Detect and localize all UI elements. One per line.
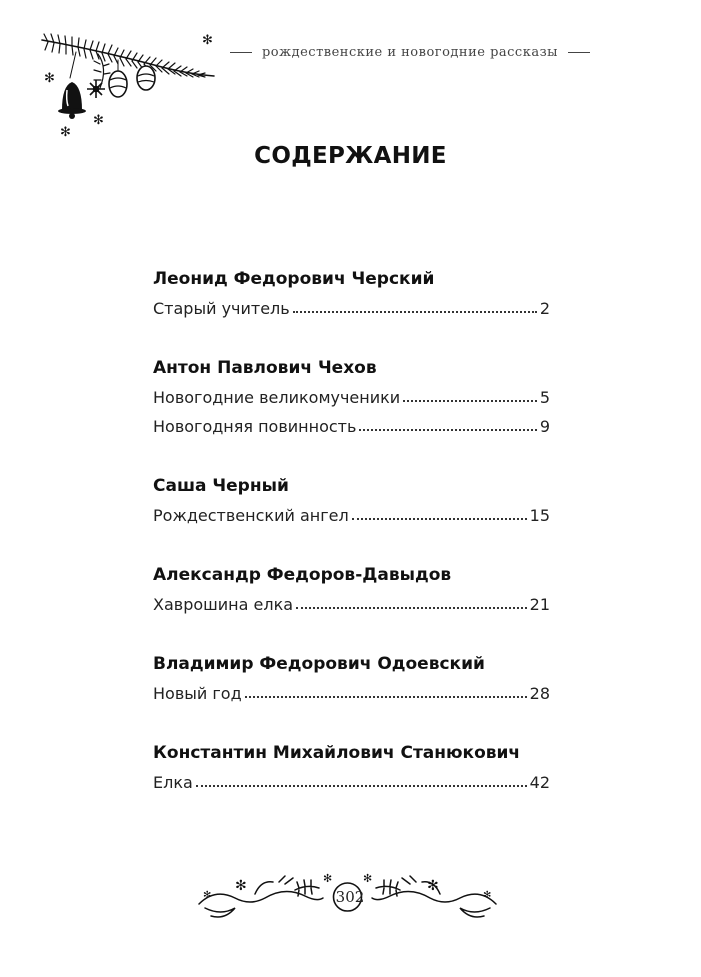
- toc-author: Константин Михайлович Станюкович: [153, 743, 521, 763]
- running-head-rule-left: [230, 52, 252, 53]
- toc-entry-page: 9: [539, 417, 550, 436]
- toc-entry-title: Рождественский ангел: [153, 506, 349, 525]
- toc-section: [153, 471, 550, 530]
- toc-entry[interactable]: [153, 679, 550, 708]
- page-number: 302: [335, 888, 365, 906]
- snowflake-icon: ✻: [203, 890, 212, 901]
- running-head-title: рождественские и новогодние рассказы: [261, 44, 559, 60]
- toc-section: [153, 738, 550, 797]
- toc-entry[interactable]: [153, 383, 550, 412]
- toc-author: Леонид Федорович Черский: [153, 269, 435, 289]
- dot-leader: [196, 784, 527, 787]
- ornament-icon: [137, 66, 155, 90]
- toc-entry[interactable]: [153, 590, 550, 619]
- toc-entry-title: Новый год: [153, 684, 242, 703]
- dot-leader: [403, 399, 537, 402]
- dot-leader: [293, 310, 537, 313]
- snowflake-icon: ✻: [60, 125, 71, 140]
- dot-leader: [245, 695, 527, 698]
- ornament-icon: [109, 71, 127, 97]
- toc-entry-page: 28: [529, 684, 550, 703]
- toc-entry[interactable]: [153, 294, 550, 323]
- toc-entry-page: 2: [539, 299, 550, 318]
- snowflake-icon: ✻: [483, 890, 492, 901]
- table-of-contents: [153, 264, 550, 827]
- toc-entry-page: 5: [539, 388, 550, 407]
- toc-author: Александр Федоров-Давыдов: [153, 565, 452, 585]
- toc-section: [153, 560, 550, 619]
- toc-entry-title: Старый учитель: [153, 299, 290, 318]
- dot-leader: [352, 517, 527, 520]
- toc-entry[interactable]: [153, 768, 550, 797]
- snowflake-icon: ✻: [202, 33, 213, 48]
- snowflake-icon: ✻: [427, 878, 439, 894]
- toc-author: Антон Павлович Чехов: [153, 358, 377, 378]
- toc-author: Саша Черный: [153, 476, 289, 496]
- toc-entry-page: 15: [529, 506, 550, 525]
- toc-section: [153, 649, 550, 708]
- snowflake-icon: ✻: [44, 71, 55, 86]
- fir-branch-bell-ornament: [38, 18, 218, 148]
- toc-entry-title: Хаврошина елка: [153, 595, 294, 614]
- toc-entry-title: Елка: [153, 773, 193, 792]
- running-head-rule-right: [568, 52, 590, 53]
- bell-icon: [58, 82, 86, 119]
- toc-entry-title: Новогодняя повинность: [153, 417, 357, 436]
- snowflake-icon: ✻: [323, 872, 333, 885]
- running-head: [230, 40, 590, 64]
- snowflake-icon: ✻: [93, 113, 104, 128]
- toc-entry-page: 42: [529, 773, 550, 792]
- toc-entry-page: 21: [529, 595, 550, 614]
- dot-leader: [296, 606, 527, 609]
- toc-author: Владимир Федорович Одоевский: [153, 654, 485, 674]
- snowflake-icon: ✻: [235, 878, 247, 894]
- page-title: СОДЕРЖАНИЕ: [254, 143, 447, 169]
- toc-section: [153, 353, 550, 441]
- toc-entry[interactable]: [153, 412, 550, 441]
- toc-entry-title: Новогодние великомученики: [153, 388, 401, 407]
- toc-section: [153, 264, 550, 323]
- snowflake-icon: ✻: [363, 872, 373, 885]
- dot-leader: [359, 428, 536, 431]
- toc-entry[interactable]: [153, 501, 550, 530]
